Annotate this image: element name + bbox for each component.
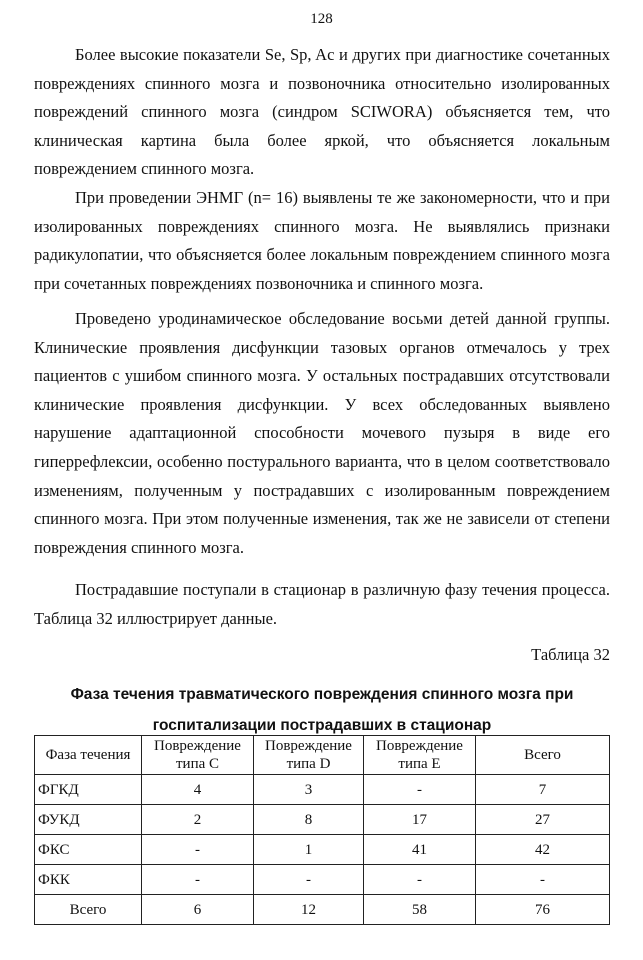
table-cell: - [364, 865, 476, 895]
page-number: 128 [310, 11, 333, 27]
data-table [34, 735, 610, 925]
paragraph-4: Пострадавшие поступали в стационар в различную фазу течения процесса. Таблица 32 иллюстрирует данные. [34, 580, 610, 628]
paragraph-3: Проведено уродинамическое обследование восьми детей данной группы. Клинические проявления дисфункции тазовых органов отмечалось у трех пациентов с ушибом спинного мозга. У остальных пострадавших отсутствовали клинические проявления дисфункции. У всех обследованных выявлено нарушение адаптационной способности мочевого пузыря в виде его гиперрефлексии, особенно постурального варианта, что в целом соответствовало изменениям, полученным у пострадавших с изолированным повреждением спинного мозга. При этом полученные изменения, так же не зависели от степени повреждения спинного мозга. [34, 309, 610, 557]
table-row [35, 775, 610, 805]
table-total-row [35, 895, 610, 925]
table-cell: 1 [254, 835, 364, 865]
table-cell: - [142, 865, 254, 895]
table-header-row [35, 736, 610, 775]
table-cell: 17 [364, 805, 476, 835]
row-label: ФУКД [35, 805, 142, 835]
table-caption: Таблица 32 [531, 645, 610, 664]
row-label: ФКС [35, 835, 142, 865]
table-row [35, 835, 610, 865]
table-cell: - [142, 835, 254, 865]
row-label: Всего [35, 895, 142, 925]
table-cell: 8 [254, 805, 364, 835]
table-cell: - [254, 865, 364, 895]
table-cell: 4 [142, 775, 254, 805]
row-label: ФКК [35, 865, 142, 895]
table-row [35, 865, 610, 895]
table-title: Фаза течения травматического повреждения спинного мозга при госпитализации пострадавших в стационар [70, 686, 574, 734]
table-cell: 12 [254, 895, 364, 925]
table-cell: 41 [364, 835, 476, 865]
header-type-c: Повреждение типа С [142, 736, 254, 775]
table-cell: 2 [142, 805, 254, 835]
table-cell: - [364, 775, 476, 805]
paragraph-1: Более высокие показатели Se, Sp, Ac и других при диагностике сочетанных повреждениях спинного мозга и позвоночника относительно изолированных повреждений спинного мозга (синдром SCIWORA) объясняется тем, что клиническая картина была более яркой, что объясняется локальным повреждением спинного мозга. [34, 45, 610, 179]
header-type-e: Повреждение типа E [364, 736, 476, 775]
table-cell: 27 [476, 805, 610, 835]
table-cell: 76 [476, 895, 610, 925]
paragraph-2: При проведении ЭНМГ (n= 16) выявлены те же закономерности, что и при изолированных повреждениях спинного мозга. Не выявлялись признаки радикулопатии, что объясняется более локальным повреждением спинного мозга при сочетанных повреждениях позвоночника и спинного мозга. [34, 188, 610, 293]
table-row [35, 805, 610, 835]
table-cell: - [476, 865, 610, 895]
table-cell: 58 [364, 895, 476, 925]
table-cell: 42 [476, 835, 610, 865]
row-label: ФГКД [35, 775, 142, 805]
table-cell: 7 [476, 775, 610, 805]
table-cell: 6 [142, 895, 254, 925]
table-cell: 3 [254, 775, 364, 805]
header-phase: Фаза течения [35, 736, 142, 775]
header-total: Всего [476, 736, 610, 775]
header-type-d: Повреждение типа D [254, 736, 364, 775]
